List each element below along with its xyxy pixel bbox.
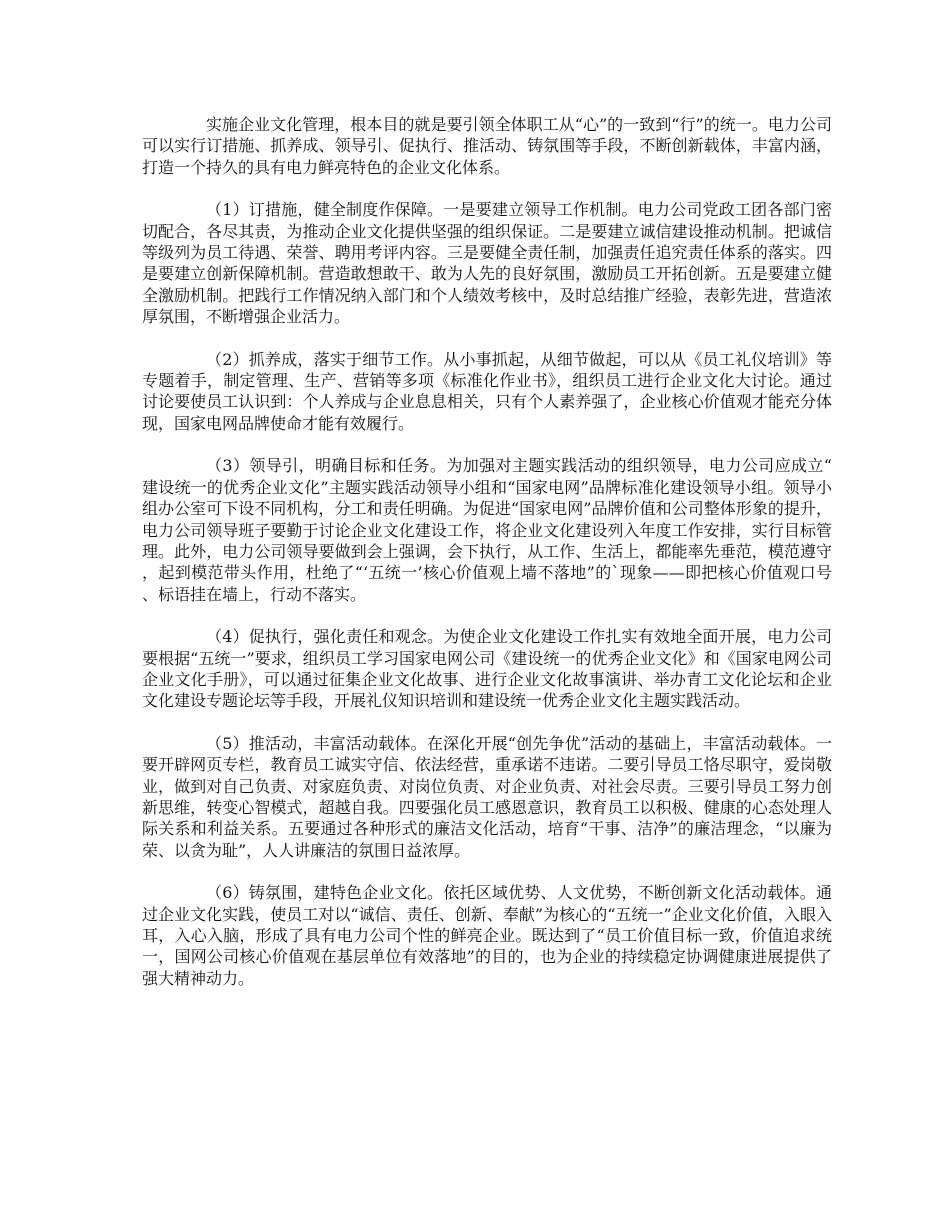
paragraph-measures: （1）订措施，健全制度作保障。一是要建立领导工作机制。电力公司党政工团各部门密切配合，各尽其责，为推动企业文化提供坚强的组织保证。二是要建立诚信建设推动机制。把诚信等级列为员工待遇、荣誉、聘用考评内容。三是要健全责任制，加强责任追究责任体系的落实。四是要建立创新保障机制。营造敢想敢干、敢为人先的良好氛围，激励员工开拓创新。五是要建立健全激励机制。把践行工作情况纳入部门和个人绩效考核中，及时总结推广经验，表彰先进，营造浓厚氛围，不断增强企业活力。: [142, 200, 832, 327]
intro-paragraph: 实施企业文化管理，根本目的就是要引领全体职工从“心”的一致到“行”的统一。电力公司可以实行订措施、抓养成、领导引、促执行、推活动、铸氛围等手段，不断创新载体，丰富内涵，打造一个持久的具有电力鲜亮特色的企业文化体系。: [142, 115, 832, 177]
document-body: [142, 114, 832, 1010]
paragraph-habits: （2）抓养成，落实于细节工作。从小事抓起，从细节做起，可以从《员工礼仪培训》等专题着手，制定管理、生产、营销等多项《标准化作业书》，组织员工进行企业文化大讨论。通过讨论要使员工认识到：个人养成与企业息息相关，只有个人素养强了，企业核心价值观才能充分体现，国家电网品牌使命才能有效履行。: [142, 349, 832, 433]
paragraph-leadership: （3）领导引，明确目标和任务。为加强对主题实践活动的组织领导，电力公司应成立“建设统一的优秀企业文化”主题实践活动领导小组和“国家电网”品牌标准化建设领导小组。领导小组办公室可下设不同机构，分工和责任明确。为促进“国家电网”品牌价值和公司整体形象的提升，电力公司领导班子要勤于讨论企业文化建设工作，将企业文化建设列入年度工作安排，实行目标管理。此外，电力公司领导要做到会上强调，会下执行，从工作、生活上，都能率先垂范，模范遵守，起到模范带头作用，杜绝了“‘五统一’核心价值观上墙不落地”的`现象——即把核心价值观口号、标语挂在墙上，行动不落实。: [142, 456, 832, 604]
paragraph-execution: （4）促执行，强化责任和观念。为使企业文化建设工作扎实有效地全面开展，电力公司要根据“五统一”要求，组织员工学习国家电网公司《建设统一的优秀企业文化》和《国家电网公司企业文化手册》，可以通过征集企业文化故事、进行企业文化故事演讲、举办青工文化论坛和企业文化建设专题论坛等手段，开展礼仪知识培训和建设统一优秀企业文化主题实践活动。: [142, 627, 832, 711]
paragraph-activities: （5）推活动，丰富活动载体。在深化开展“创先争优”活动的基础上，丰富活动载体。一要开辟网页专栏，教育员工诚实守信、依法经营，重承诺不违诺。二要引导员工恪尽职守，爱岗敬业，做到对自己负责、对家庭负责、对岗位负责、对企业负责、对社会尽责。三要引导员工努力创新思维，转变心智模式，超越自我。四要强化员工感恩意识，教育员工以积极、健康的心态处理人际关系和利益关系。五要通过各种形式的廉洁文化活动，培育“干事、洁净”的廉洁理念，“以廉为荣、以贪为耻”，人人讲廉洁的氛围日益浓厚。: [142, 733, 832, 860]
paragraph-atmosphere: （6）铸氛围，建特色企业文化。依托区域优势、人文优势，不断创新文化活动载体。通过企业文化实践，使员工对以“诚信、责任、创新、奉献”为核心的“五统一”企业文化价值，入眼入耳，入心入脑，形成了具有电力公司个性的鲜亮企业。既达到了“员工价值目标一致，价值追求统一，国网公司核心价值观在基层单位有效落地”的目的，也为企业的持续稳定协调健康进展提供了强大精神动力。: [142, 883, 832, 988]
